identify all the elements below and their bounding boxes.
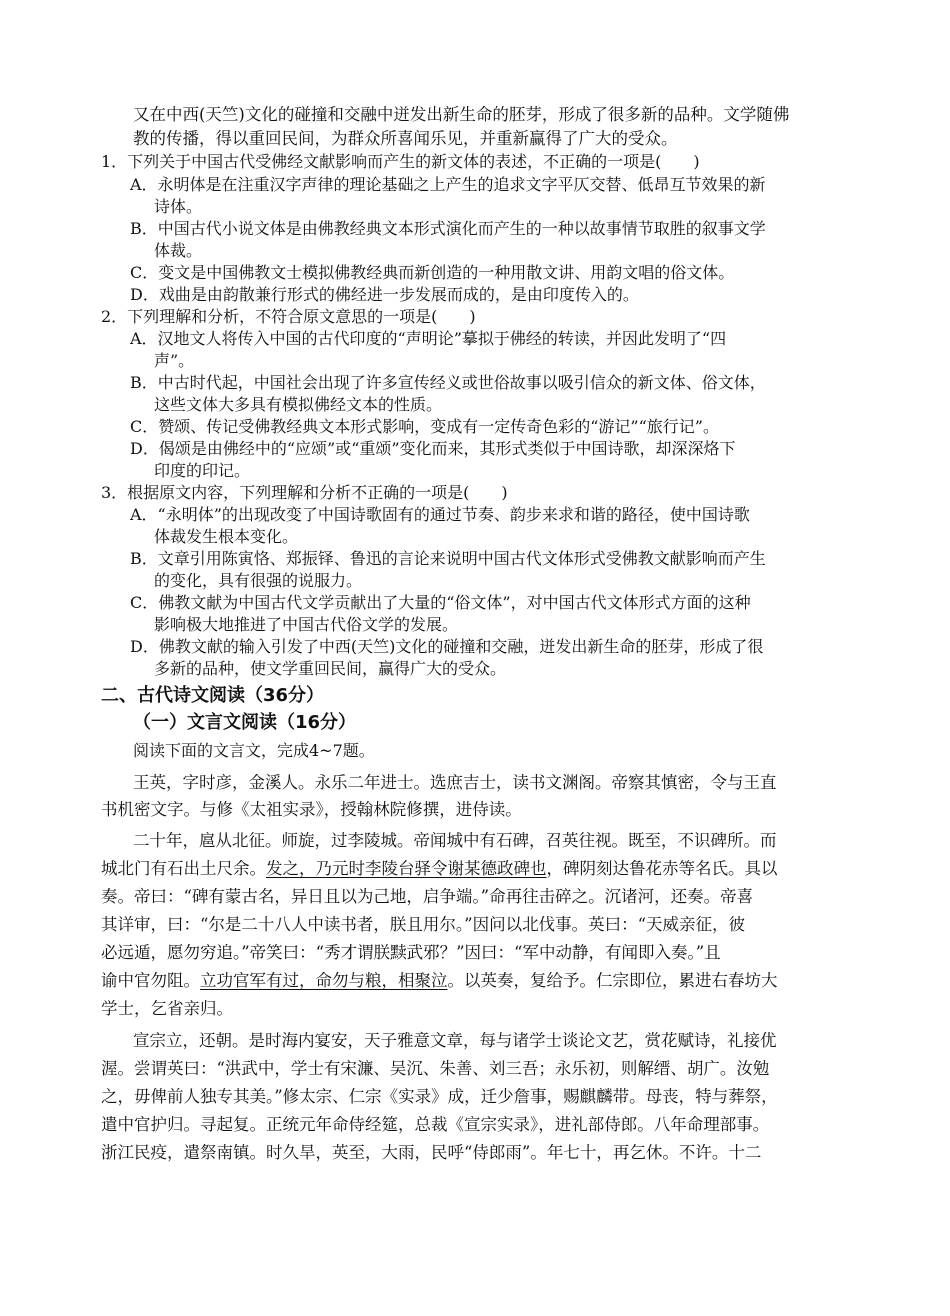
question-1-option-c: C．变文是中国佛教文士模拟佛教经典而新创造的一种用散文讲、用韵文唱的俗文体。	[130, 263, 735, 282]
question-1-option-b-cont: 体裁。	[154, 241, 203, 260]
passage-line: 遣中官护归。寻起复。正统元年命侍经筵，总裁《宣宗实录》，进礼部侍郎。八年命理部事。	[101, 1115, 770, 1134]
passage-line: 浙江民疫，遣祭南镇。时久旱，英至，大雨，民呼“侍郎雨”。年七十，再乞休。不许。十二	[101, 1143, 762, 1162]
question-2-option-a: A．汉地文人将传入中国的古代印度的“声明论”摹拟于佛经的转读，并因此发明了“四	[130, 329, 727, 348]
passage-line: 必远遁，愿勿穷追。”帝笑曰：“秀才谓朕黩武邪？”因曰：“军中动静，有闻即入奏。”且	[101, 943, 721, 962]
passage-line: 书机密文字。与修《太祖实录》，授翰林院修撰，进侍读。	[101, 800, 522, 819]
question-2-option-b-cont: 这些文体大多具有模拟佛经文本的性质。	[154, 395, 443, 414]
underlined-sentence: 发之，乃元时李陵台驿令谢某德政碑也	[266, 859, 547, 878]
question-3-option-a: A．“永明体”的出现改变了中国诗歌固有的通过节奏、韵步来求和谐的路径，使中国诗歌	[130, 505, 750, 524]
passage-text: 。以英奏，复给予。仁宗即位，累进右春坊大	[447, 971, 778, 990]
question-3-option-d: D．佛教文献的输入引发了中西(天竺)文化的碰撞和交融，迸发出新生命的胚芽，形成了很	[130, 637, 764, 656]
question-3-option-c-cont: 影响极大地推进了中国古代俗文学的发展。	[154, 615, 459, 634]
passage-text: 谕中官勿阻。	[101, 971, 200, 990]
question-2-option-b: B．中古时代起，中国社会出现了许多宣传经义或世俗故事以吸引信众的新文体、俗文体，	[130, 373, 766, 392]
passage-line: 学士，乞省亲归。	[101, 999, 233, 1018]
intro-line: 又在中西(天竺)文化的碰撞和交融中迸发出新生命的胚芽，形成了很多新的品种。文学随佛	[133, 105, 790, 124]
question-3-option-d-cont: 多新的品种，使文学重回民间，赢得广大的受众。	[154, 659, 507, 678]
question-2-option-d-cont: 印度的印记。	[154, 461, 251, 480]
passage-line: 其详审，曰：“尔是二十八人中读书者，朕且用尔。”因问以北伐事。英曰：“天威亲征，彼	[101, 915, 746, 934]
passage-line-with-underline	[101, 858, 778, 880]
passage-text: ，碑阴刻达鲁花赤等名氏。具以	[546, 859, 778, 878]
intro-line: 教的传播，得以重回民间，为群众所喜闻乐见，并重新赢得了广大的受众。	[133, 129, 678, 148]
passage-text: 城北门有石出土尺余。	[101, 859, 266, 878]
question-3-stem: 3．根据原文内容，下列理解和分析不正确的一项是( )	[101, 483, 508, 502]
section-instruction: 阅读下面的文言文，完成4~7题。	[133, 741, 375, 760]
question-1-option-a: A．永明体是在注重汉字声律的理论基础之上产生的追求文字平仄交替、低昂互节效果的新	[130, 175, 766, 194]
question-1-option-a-cont: 诗体。	[154, 197, 203, 216]
passage-line: 之，毋俾前人独专其美。”修太宗、仁宗《实录》成，迁少詹事，赐麒麟带。母丧，特与葬祭，	[101, 1087, 778, 1106]
underlined-sentence: 立功官军有过，命勿与粮，相聚泣	[200, 971, 448, 990]
passage-line-with-underline	[101, 970, 778, 992]
question-1-option-b: B．中国古代小说文体是由佛教经典文本形式演化而产生的一种以故事情节取胜的叙事文学	[130, 219, 766, 238]
question-2-option-d: D．偈颂是由佛经中的“应颂”或“重颂”变化而来，其形式类似于中国诗歌，却深深烙下	[130, 439, 736, 458]
section-subtitle: （一）文言文阅读（16分）	[133, 712, 357, 733]
question-2-option-a-cont: 声”。	[154, 351, 195, 370]
question-1-stem: 1．下列关于中国古代受佛经文献影响而产生的新文体的表述，不正确的一项是( )	[101, 152, 700, 171]
passage-line: 二十年，扈从北征。师旋，过李陵城。帝闻城中有石碑，召英往视。既至，不识碑所。而	[133, 831, 777, 850]
passage-line: 宣宗立，还朝。是时海内宴安，天子雅意文章，每与诸学士谈论文艺，赏花赋诗，礼接优	[133, 1031, 777, 1050]
question-2-stem: 2．下列理解和分析，不符合原文意思的一项是( )	[101, 307, 476, 326]
passage-line: 奏。帝曰：“碑有蒙古名，异日且以为己地，启争端。”命再往击碎之。沉诸河，还奏。帝喜	[101, 887, 754, 906]
question-3-option-a-cont: 体裁发生根本变化。	[154, 527, 299, 546]
question-1-option-d: D．戏曲是由韵散兼行形式的佛经进一步发展而成的，是由印度传入的。	[130, 285, 639, 304]
question-3-option-b: B．文章引用陈寅恪、郑振铎、鲁迅的言论来说明中国古代文体形式受佛教文献影响而产生	[130, 549, 766, 568]
question-3-option-b-cont: 的变化，具有很强的说服力。	[154, 571, 363, 590]
question-3-option-c: C．佛教文献为中国古代文学贡献出了大量的“俗文体”，对中国古代文体形式方面的这种	[130, 593, 751, 612]
passage-line: 渥。尝谓英曰：“洪武中，学士有宋濂、吴沉、朱善、刘三吾；永乐初，则解缙、胡广。汝勉	[101, 1059, 770, 1078]
question-2-option-c: C．赞颂、传记受佛教经典文本形式影响，变成有一定传奇色彩的“游记”“旅行记”。	[130, 417, 719, 436]
section-title: 二、古代诗文阅读（36分）	[101, 685, 325, 706]
passage-line: 王英，字时彦，金溪人。永乐二年进士。选庶吉士，读书文渊阁。帝察其慎密，令与王直	[133, 773, 777, 792]
